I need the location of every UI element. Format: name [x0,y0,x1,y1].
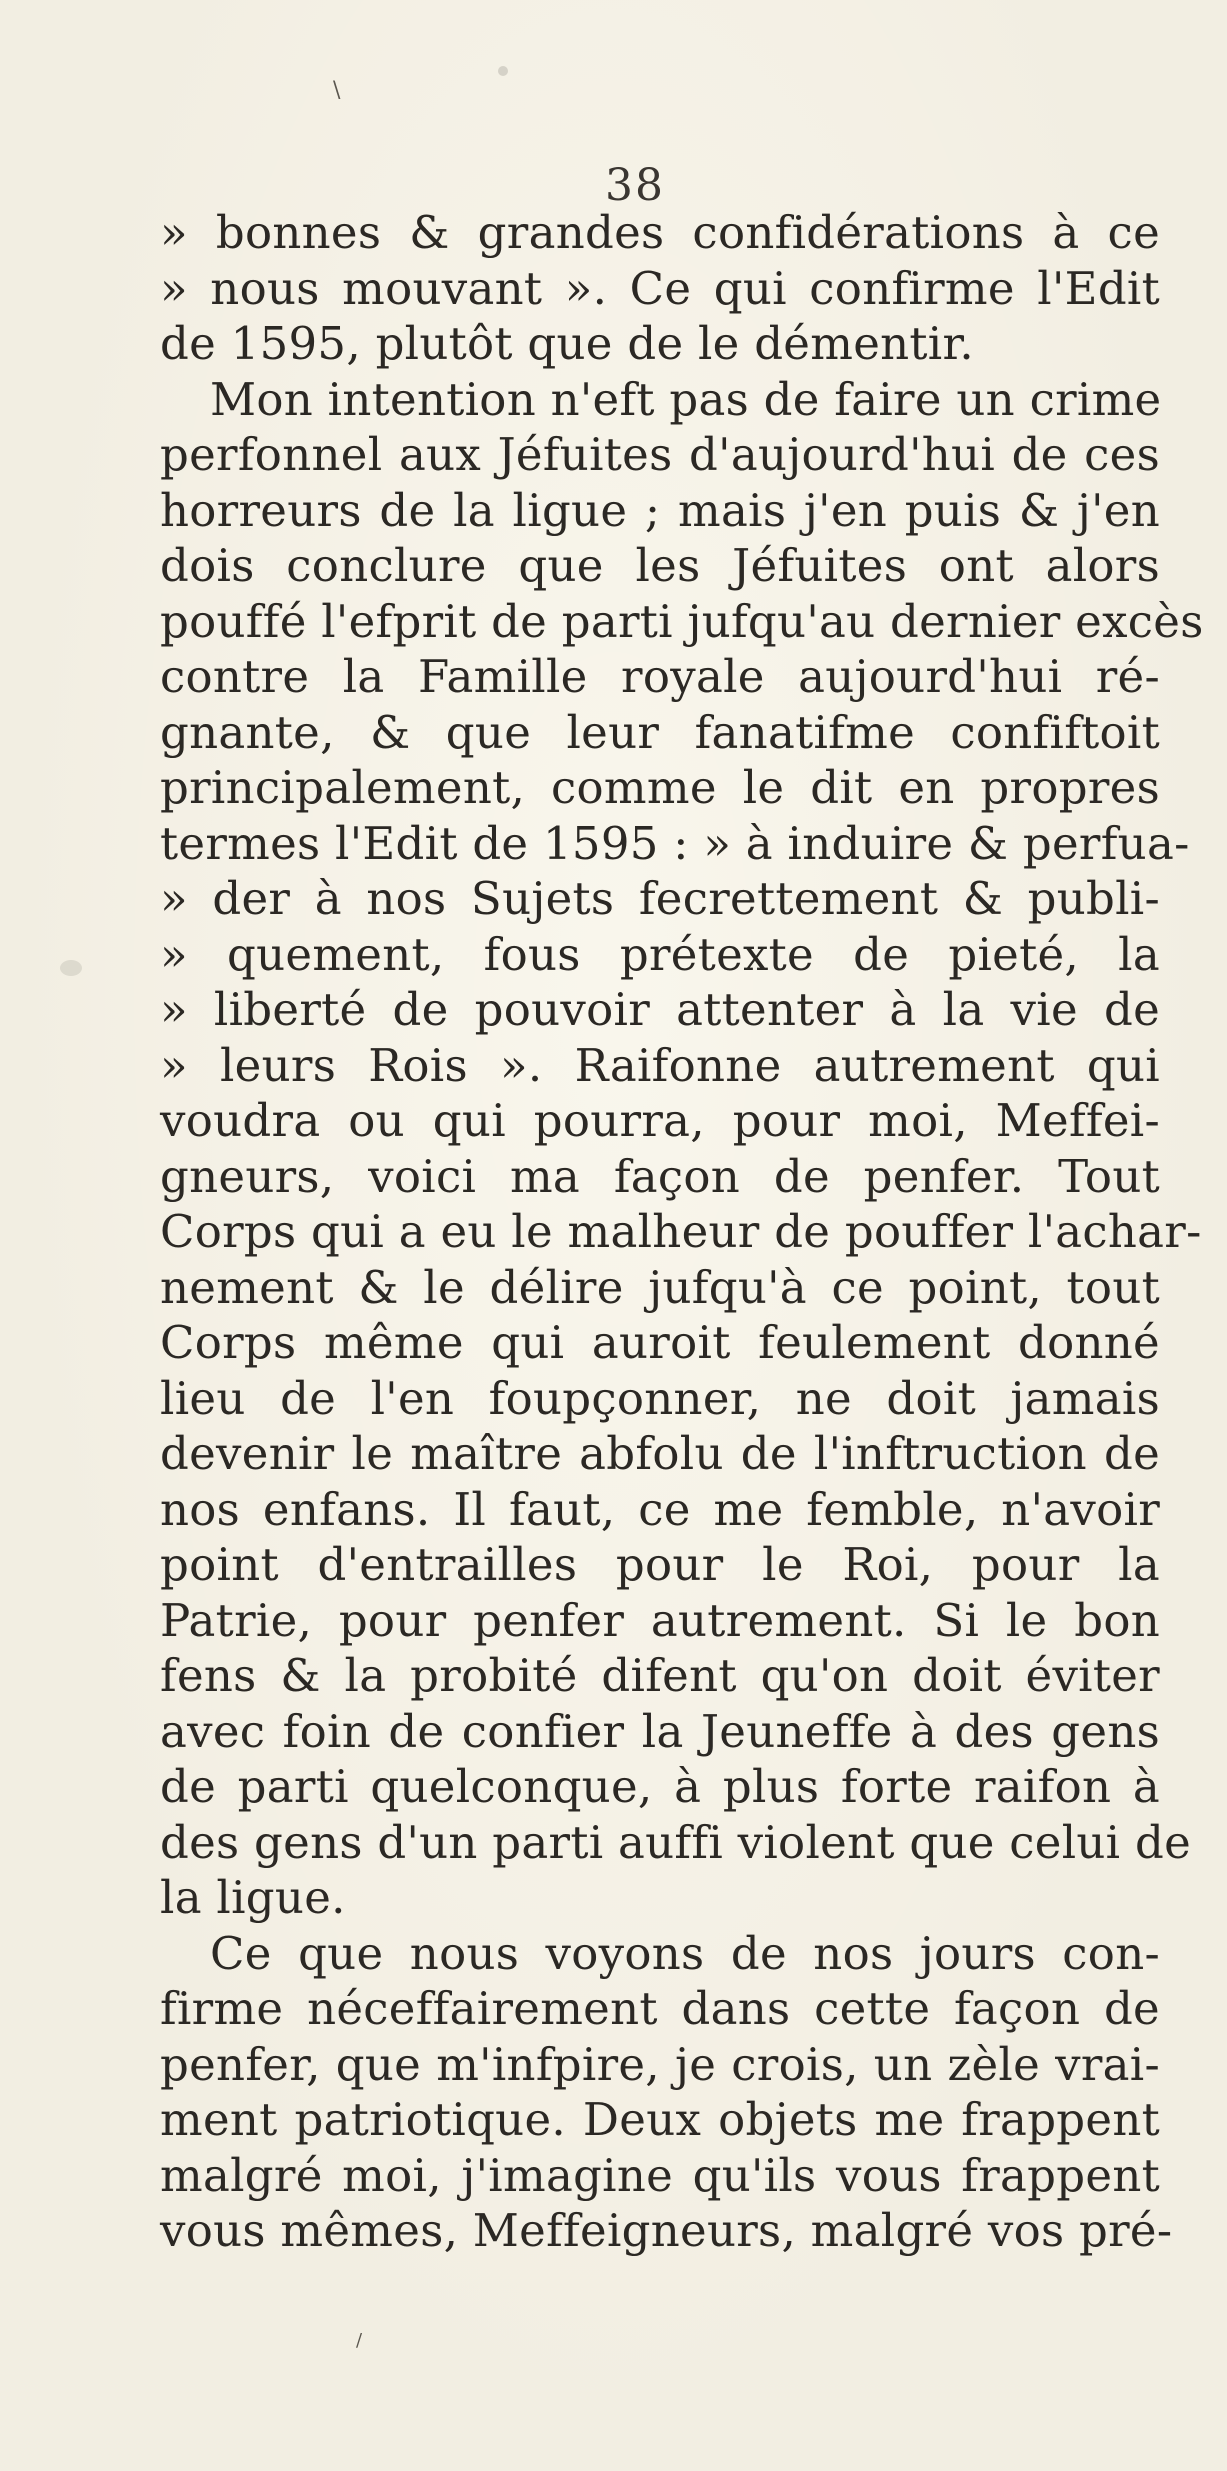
text-line: Corps qui a eu le malheur de pouffer l'achar- [160,1205,1202,1258]
text-line: » der à nos Sujets fecrettement & publi- [160,872,1160,925]
text-line: horreurs de la ligue ; mais j'en puis & j'en [160,483,1160,537]
text-line: dois conclure que les Jéfuites ont alors [160,539,1160,592]
text-line: contre la Famille royale aujourd'hui ré- [160,650,1160,703]
text-line: nos enfans. Il faut, ce me femble, n'avoir [160,1482,1160,1536]
text-line: vous mêmes, Meffeigneurs, malgré vos pré- [160,2204,1173,2257]
margin-mark: \ [333,78,341,103]
text-line: perfonnel aux Jéfuites d'aujourd'hui de ces [160,428,1160,481]
text-line: » quement, fous prétexte de pieté, la [160,927,1160,981]
margin-mark: / [356,2330,363,2351]
text-line: pouffé l'efprit de parti jufqu'au dernier excès [160,594,1204,648]
text-line: termes l'Edit de 1595 : » à induire & perfua- [160,816,1190,870]
text-line: » bonnes & grandes confidérations à ce [160,206,1160,259]
text-line: firme néceffairement dans cette façon de [160,1982,1160,2035]
text-line: » nous mouvant ». Ce qui confirme l'Edit [160,261,1160,315]
text-line: Ce que nous voyons de nos jours con- [210,1926,1160,1980]
text-line: malgré moi, j'imagine qu'ils vous frappent [160,2148,1160,2202]
text-line: nement & le délire jufqu'à ce point, tout [160,1260,1160,1314]
text-line: point d'entrailles pour le Roi, pour la [160,1538,1160,1591]
text-line: gnante, & que leur fanatifme confiftoit [160,705,1160,759]
text-line: de 1595, plutôt que de le démentir. [160,317,974,370]
page-number: 38 [605,160,665,211]
text-line: penfer, que m'infpire, je crois, un zèle vrai- [160,2037,1160,2091]
ink-speck [60,960,82,976]
text-line: lieu de l'en foupçonner, ne doit jamais [160,1371,1160,1425]
text-line: fens & la probité difent qu'on doit éviter [160,1649,1160,1702]
text-line: des gens d'un parti auffi violent que celui de [160,1815,1192,1869]
text-line: Patrie, pour penfer autrement. Si le bon [160,1593,1160,1647]
text-line: » liberté de pouvoir attenter à la vie de [160,983,1160,1036]
text-line: de parti quelconque, à plus forte raifon à [160,1760,1160,1813]
text-line: Corps même qui auroit feulement donné [160,1316,1160,1369]
body-text [160,205,1204,2259]
ink-speck [498,66,508,76]
text-line: avec foin de confier la Jeuneffe à des gens [160,1704,1160,1758]
text-line: devenir le maître abfolu de l'inftruction de [160,1427,1160,1480]
text-line: gneurs, voici ma façon de penfer. Tout [160,1149,1160,1203]
text-line: Mon intention n'eft pas de faire un crime [210,372,1162,426]
text-line: voudra ou qui pourra, pour moi, Meffei- [160,1094,1160,1147]
text-line: principalement, comme le dit en propres [160,761,1160,814]
text-line: ment patriotique. Deux objets me frappent [160,2093,1160,2146]
text-line: » leurs Rois ». Raifonne autrement qui [160,1038,1160,1092]
text-line: la ligue. [160,1871,346,1924]
